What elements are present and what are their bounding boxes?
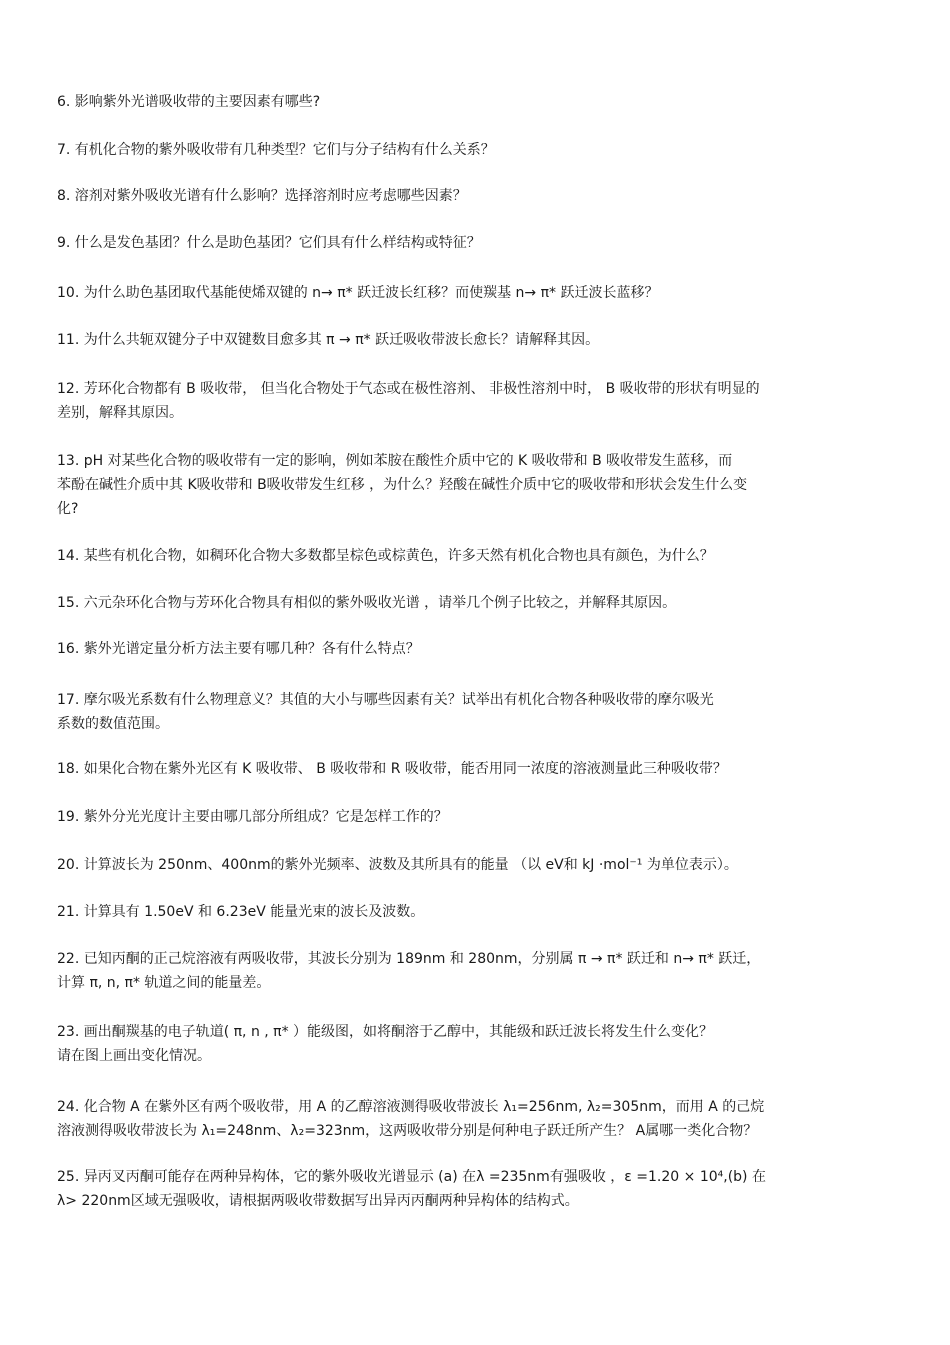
question-line: 25. 异丙叉丙酮可能存在两种异构体，它的紫外吸收光谱显示 (a) 在λ =235nm有强吸收 ，ε =1.20 × 10⁴,(b) 在 (57, 1169, 766, 1185)
question-20 (57, 853, 857, 877)
question-19 (57, 805, 857, 829)
question-line: 7. 有机化合物的紫外吸收带有几种类型？它们与分子结构有什么关系？ (57, 142, 495, 158)
question-line: 22. 已知丙酮的正己烷溶液有两吸收带，其波长分别为 189nm 和 280nm，分别属 π → π* 跃迁和 n→ π* 跃迁， (57, 951, 761, 967)
question-8 (57, 184, 857, 208)
question-line: 10. 为什么助色基团取代基能使烯双键的 n→ π* 跃迁波长红移？而使羰基 n→ π* 跃迁波长蓝移？ (57, 285, 659, 301)
question-line: 24. 化合物 A 在紫外区有两个吸收带，用 A 的乙醇溶液测得吸收带波长 λ₁=256nm, λ₂=305nm，而用 A 的己烷 (57, 1099, 765, 1115)
question-21 (57, 900, 857, 924)
question-line: 20. 计算波长为 250nm、400nm的紫外光频率、波数及其所具有的能量 （以 eV和 kJ ·mol⁻¹ 为单位表示）。 (57, 857, 738, 873)
question-line: 21. 计算具有 1.50eV 和 6.23eV 能量光束的波长及波数。 (57, 904, 425, 920)
question-line: 8. 溶剂对紫外吸收光谱有什么影响？选择溶剂时应考虑哪些因素？ (57, 188, 467, 204)
question-line: 23. 画出酮羰基的电子轨道( π, n , π* ）能级图，如将酮溶于乙醇中，其能级和跃迁波长将发生什么变化？ (57, 1024, 714, 1040)
question-line: 12. 芳环化合物都有 B 吸收带， 但当化合物处于气态或在极性溶剂、 非极性溶剂中时， B 吸收带的形状有明显的 (57, 381, 760, 397)
question-line: 19. 紫外分光光度计主要由哪几部分所组成？它是怎样工作的？ (57, 809, 448, 825)
question-6 (57, 90, 857, 114)
question-23 (57, 1020, 857, 1068)
question-16 (57, 637, 857, 661)
question-13 (57, 449, 857, 521)
question-line: 9. 什么是发色基团？什么是助色基团？它们具有什么样结构或特征？ (57, 235, 481, 251)
question-line: 6. 影响紫外光谱吸收带的主要因素有哪些? (57, 94, 321, 110)
question-9 (57, 231, 857, 255)
question-18 (57, 757, 857, 781)
question-line: λ> 220nm区域无强吸收，请根据两吸收带数据写出异丙丙酮两种异构体的结构式。 (57, 1193, 579, 1209)
question-line: 11. 为什么共轭双键分子中双键数目愈多其 π → π* 跃迁吸收带波长愈长？请解释其因。 (57, 332, 600, 348)
question-line: 溶液测得吸收带波长为 λ₁=248nm、λ₂=323nm，这两吸收带分别是何种电子跃迁所产生？ A属哪一类化合物？ (57, 1123, 758, 1139)
question-line: 16. 紫外光谱定量分析方法主要有哪几种？各有什么特点？ (57, 641, 420, 657)
question-line: 14. 某些有机化合物，如稠环化合物大多数都呈棕色或棕黄色，许多天然有机化合物也具有颜色，为什么？ (57, 548, 714, 564)
question-line: 苯酚在碱性介质中其 K吸收带和 B吸收带发生红移 ，为什么？羟酸在碱性介质中它的吸收带和形状会发生什么变 (57, 477, 748, 493)
question-line: 系数的数值范围。 (57, 716, 169, 732)
question-line: 13. pH 对某些化合物的吸收带有一定的影响，例如苯胺在酸性介质中它的 K 吸收带和 B 吸收带发生蓝移，而 (57, 453, 733, 469)
question-line: 15. 六元杂环化合物与芳环化合物具有相似的紫外吸收光谱 ，请举几个例子比较之，并解释其原因。 (57, 595, 677, 611)
question-22 (57, 947, 857, 995)
question-15 (57, 591, 857, 615)
question-line: 18. 如果化合物在紫外光区有 K 吸收带、 B 吸收带和 R 吸收带，能否用同一浓度的溶液测量此三种吸收带？ (57, 761, 727, 777)
question-line: 请在图上画出变化情况。 (57, 1048, 211, 1064)
question-7 (57, 138, 857, 162)
question-line: 化? (57, 501, 79, 517)
question-10 (57, 281, 857, 305)
question-line: 17. 摩尔吸光系数有什么物理意义？其值的大小与哪些因素有关？试举出有机化合物各种吸收带的摩尔吸光 (57, 692, 714, 708)
question-14 (57, 544, 857, 568)
question-24 (57, 1095, 857, 1143)
question-25 (57, 1165, 857, 1213)
question-11 (57, 328, 857, 352)
question-line: 计算 π, n, π* 轨道之间的能量差。 (57, 975, 271, 991)
question-line: 差别，解释其原因。 (57, 405, 183, 421)
question-17 (57, 688, 857, 736)
question-12 (57, 377, 857, 425)
